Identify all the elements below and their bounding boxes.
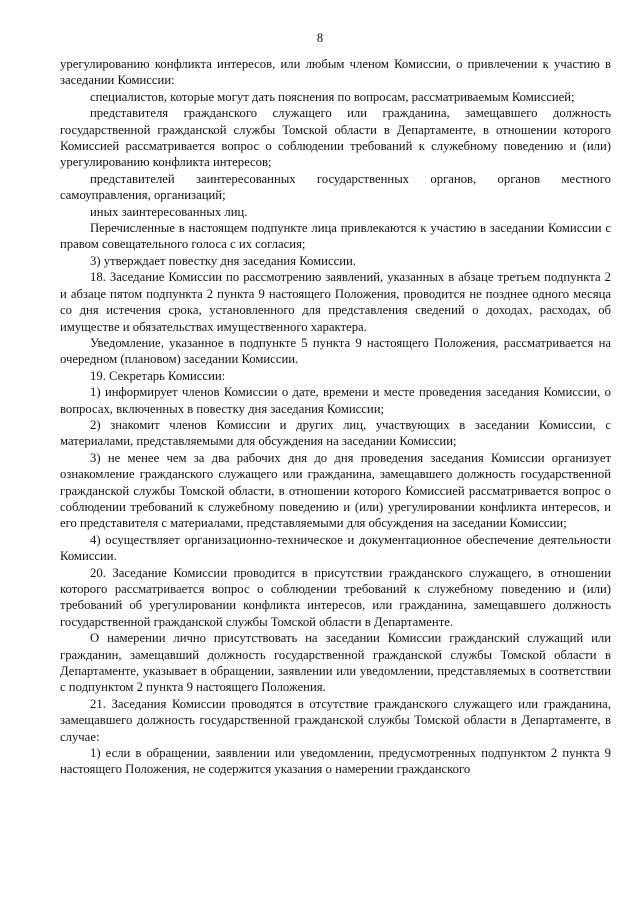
body-text xyxy=(60,56,611,778)
paragraph-21-1: 1) если в обращении, заявлении или уведомлении, предусмотренных подпунктом 2 пункта 9 настоящего Положения, не содержится указания о намерении гражданского xyxy=(60,746,611,777)
paragraph-notification: Уведомление, указанное в подпункте 5 пункта 9 настоящего Положения, рассматривается на очередном (плановом) заседании Комиссии. xyxy=(60,335,611,367)
paragraph-attendance-intent: О намерении лично присутствовать на заседании Комиссии гражданский служащий или гражданин, замещавший должность государственной гражданской службы Томской области в Департаменте, указывает в обращении, заявлении или уведомлении, представляемых в соответствии с подпунктом 2 пункта 9 настоящего Положения. xyxy=(60,631,611,695)
paragraph-19-1: 1) информирует членов Комиссии о дате, времени и месте проведения заседания Комиссии, о вопросах, включенных в повестку дня заседания Комиссии; xyxy=(60,385,611,416)
paragraph-representative: представителя гражданского служащего или гражданина, замещавшего должность государственной гражданской службы Томской области в Департаменте, в отношении которого Комиссией рассматривается вопрос о соблюдении требований к служебному поведению и (или) урегулированию конфликта интересов; xyxy=(60,106,611,170)
paragraph-state-bodies: представителей заинтересованных государственных органов, органов местного самоуправления, организаций; xyxy=(60,171,611,203)
paragraph-advisory-vote: Перечисленные в настоящем подпункте лица привлекаются к участию в заседании Комиссии с правом совещательного голоса с их согласия; xyxy=(60,221,611,252)
paragraph-specialists: специалистов, которые могут дать пояснения по вопросам, рассматриваемым Комиссией; xyxy=(90,89,575,104)
paragraph-clause-19: 19. Секретарь Комиссии: xyxy=(90,368,226,383)
paragraph-agenda: 3) утверждает повестку дня заседания Комиссии. xyxy=(90,253,356,268)
paragraph-19-3: 3) не менее чем за два рабочих дня до дня проведения заседания Комиссии организует ознакомление гражданского служащего или гражданина, замещавшего должность государственной гражданской службы Томской области, в отношении которого Комиссией рассматривается вопрос о соблюдении требований к служебному поведению и (или) урегулировании конфликта интересов, и его представителя с материалами, представляемыми для обсуждения на заседании Комиссии; xyxy=(60,450,611,531)
page-number: 8 xyxy=(316,31,324,45)
paragraph-clause-18: 18. Заседание Комиссии по рассмотрению заявлений, указанных в абзаце третьем подпункта 2 и абзаце пятом подпункта 2 пункта 9 настоящего Положения, проводится не позднее одного месяца со дня истечения срока, установленного для представления сведений о доходах, расходах, об имуществе и обязательствах имущественного характера. xyxy=(60,270,611,334)
paragraph-clause-20: 20. Заседание Комиссии проводится в присутствии гражданского служащего, в отношении которого рассматривается вопрос о соблюдении требований к служебному поведению и (или) требований об урегулировании конфликта интересов, или гражданина, замещавшего должность государственной гражданской службы Томской области в Департаменте. xyxy=(60,565,611,629)
paragraph-continuation: урегулированию конфликта интересов, или любым членом Комиссии, о привлечении к участию в заседании Комиссии: xyxy=(60,57,611,88)
paragraph-clause-21: 21. Заседания Комиссии проводятся в отсутствие гражданского служащего или гражданина, замещавшего должность государственной гражданской службы Томской области в Департаменте, в случае: xyxy=(60,696,611,744)
paragraph-other-persons: иных заинтересованных лиц. xyxy=(90,204,248,219)
paragraph-19-4: 4) осуществляет организационно-техническое и документационное обеспечение деятельности Комиссии. xyxy=(60,532,611,564)
paragraph-19-2: 2) знакомит членов Комиссии и других лиц, участвующих в заседании Комиссии, с материалами, представляемыми для обсуждения на заседании Комиссии; xyxy=(60,417,611,449)
